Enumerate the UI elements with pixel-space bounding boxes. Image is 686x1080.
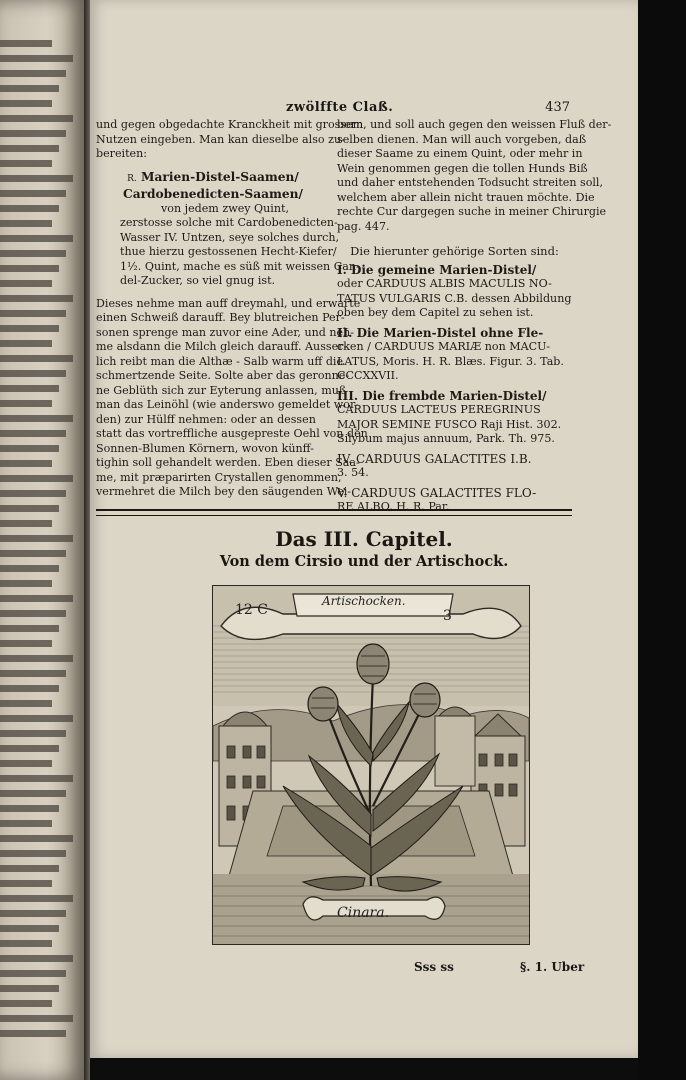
facing-page-text-stroke: [0, 670, 66, 677]
artichoke-engraving: [212, 585, 530, 945]
entry-line: III. Die frembde Marien-Distel/: [337, 388, 547, 403]
text-line: tighin soll gehandelt werden. Eben dieser Saa-: [96, 456, 360, 469]
facing-page-text-stroke: [0, 820, 52, 827]
facing-page-text-stroke: [0, 100, 52, 107]
text-line: bern, und soll auch gegen den weissen Fluß der-: [337, 118, 612, 131]
facing-page-text-stroke: [0, 265, 59, 272]
chapter-subtitle: Von dem Cirsio und der Artischock.: [219, 553, 509, 570]
sorts-heading: Die hierunter gehörige Sorten sind:: [350, 244, 559, 258]
engraving-illustration: [213, 586, 529, 944]
text-line: vermehret die Milch bey den säugenden Wei-: [96, 485, 352, 498]
background-edge: [638, 0, 686, 1080]
entry-line: IV. CARDUUS GALACTITES I.B.: [337, 451, 532, 466]
page-header: [90, 100, 638, 120]
page-number: 437: [545, 100, 570, 115]
species-entry: [337, 452, 572, 481]
entry-line: V. CARDUUS GALACTITES FLO-: [337, 485, 537, 500]
facing-page-text-stroke: [0, 730, 66, 737]
facing-page-text-stroke: [0, 445, 59, 452]
facing-page-text-stroke: [0, 280, 52, 287]
facing-page-text-stroke: [0, 1000, 52, 1007]
entry-line: 3. 54.: [337, 466, 369, 479]
facing-page-text-stroke: [0, 565, 59, 572]
text-line: ne Geblüth sich zur Eyterung anlassen, muß: [96, 383, 347, 397]
text-line: man das Leinöhl (wie anderswo gemeldet wor-: [96, 398, 360, 411]
text-line: den) zur Hülff nehmen: oder an dessen: [96, 412, 316, 426]
species-entry: [337, 326, 572, 384]
text-line: me, mit præparirten Crystallen genommen,: [96, 470, 342, 484]
plate-number-right: 3: [443, 608, 452, 624]
facing-page-text-stroke: [0, 1015, 73, 1022]
right-column: [337, 118, 612, 520]
facing-page-text-stroke: [0, 790, 66, 797]
facing-page-text-stroke: [0, 85, 59, 92]
entry-line: Silybum majus annuum, Park. Th. 975.: [337, 432, 555, 445]
facing-page-edge: [0, 0, 84, 1080]
catchword: §. 1. Uber: [520, 960, 585, 974]
facing-page-text-stroke: [0, 535, 73, 542]
facing-page-text-stroke: [0, 55, 73, 62]
text-line: dieser Saame zu einem Quint, oder mehr in: [337, 147, 583, 160]
facing-page-text-stroke: [0, 910, 66, 917]
facing-page-text-stroke: [0, 190, 66, 197]
facing-page-text-stroke: [0, 220, 52, 227]
facing-page-text-stroke: [0, 250, 66, 257]
facing-page-text-stroke: [0, 160, 52, 167]
text-line: von jedem zwey Quint,: [161, 201, 289, 215]
text-line: pag. 447.: [337, 219, 390, 233]
facing-page-text-stroke: [0, 970, 66, 977]
book-page: [90, 0, 638, 1058]
text-line: sonen sprenge man zuvor eine Ader, und neh-: [96, 325, 355, 339]
facing-page-text-stroke: [0, 610, 66, 617]
facing-page-text-stroke: [0, 130, 66, 137]
facing-page-text-stroke: [0, 760, 52, 767]
entry-line: oben bey dem Capitel zu sehen ist.: [337, 306, 534, 319]
signature-mark: Sss ss: [414, 960, 454, 974]
facing-page-text-stroke: [0, 640, 52, 647]
facing-page-text-stroke: [0, 205, 59, 212]
facing-page-text-stroke: [0, 850, 66, 857]
entry-line: I. Die gemeine Marien-Distel/: [337, 262, 537, 277]
facing-page-text-stroke: [0, 880, 52, 887]
facing-page-text-stroke: [0, 745, 59, 752]
text-line: Sonnen-Blumen Körnern, wovon künff-: [96, 441, 314, 455]
facing-page-text-stroke: [0, 685, 59, 692]
text-line: rechte Cur dargegen suche in meiner Chirurgie: [337, 205, 607, 218]
species-entry: [337, 263, 572, 321]
facing-page-text-stroke: [0, 520, 52, 527]
facing-page-text-stroke: [0, 505, 59, 512]
text-line: einen Schweiß darauff. Bey blutreichen Per-: [96, 311, 345, 324]
recipe-body: [96, 201, 360, 289]
entry-line: MAJOR SEMINE FUSCO Raji Hist. 302.: [337, 417, 562, 431]
facing-page-text-stroke: [0, 355, 73, 362]
text-line: Nutzen eingeben. Man kan dieselbe also zu-: [96, 132, 345, 146]
facing-page-text-stroke: [0, 400, 52, 407]
facing-page-text-stroke: [0, 295, 73, 302]
text-line: und daher entstehenden Todsucht streiten soll,: [337, 176, 604, 189]
facing-page-text-stroke: [0, 655, 73, 662]
recipe-title: [96, 170, 330, 202]
facing-page-text-stroke: [0, 775, 73, 782]
facing-page-text-stroke: [0, 415, 73, 422]
text-line: me alsdann die Milch gleich darauff. Ausser-: [96, 340, 348, 353]
facing-page-text-stroke: [0, 40, 52, 47]
intro-paragraph: [96, 118, 364, 162]
plate-number-left: 12 C: [235, 602, 268, 618]
facing-page-text-stroke: [0, 430, 66, 437]
species-entry: [337, 389, 572, 447]
text-line: lich reibt man die Althæ - Salb warm uff die: [96, 354, 344, 368]
text-line: del-Zucker, so viel gnug ist.: [120, 274, 276, 287]
plate-bottom-label: Cinara.: [337, 905, 390, 921]
recipe-title-line: Marien-Distel-Saamen/: [141, 169, 299, 184]
text-line: Dieses nehme man auff dreymahl, und erwarte: [96, 296, 361, 310]
facing-page-text-stroke: [0, 325, 59, 332]
body-paragraph: [337, 118, 612, 234]
facing-page-text-stroke: [0, 700, 52, 707]
recipe-number: R.: [127, 173, 137, 184]
text-line: Wein genommen gegen die tollen Hunds Biß: [337, 161, 588, 175]
entry-line: oder CARDUUS ALBIS MACULIS NO-: [337, 277, 552, 290]
facing-page-text-stroke: [0, 235, 73, 242]
entry-line: RE ALBO, H. R. Par.: [337, 500, 450, 513]
entry-line: II. Die Marien-Distel ohne Fle-: [337, 325, 544, 340]
facing-page-text-stroke: [0, 940, 52, 947]
entry-line: cken / CARDUUS MARIÆ non MACU-: [337, 340, 551, 353]
facing-page-text-stroke: [0, 310, 66, 317]
text-line: schmertzende Seite. Solte aber das geronne-: [96, 369, 350, 382]
facing-page-text-stroke: [0, 580, 52, 587]
text-line: und gegen obgedachte Kranckheit mit grossem: [96, 118, 364, 131]
facing-page-text-stroke: [0, 625, 59, 632]
text-line: bereiten:: [96, 147, 147, 160]
facing-page-text-stroke: [0, 550, 66, 557]
facing-page-text-stroke: [0, 340, 52, 347]
recipe-title-line: Cardobenedicten-Saamen/: [123, 186, 303, 201]
text-line: 1½. Quint, mache es süß mit weissen Can-: [120, 259, 360, 273]
entry-line: TATUS VULGARIS C.B. dessen Abbildung: [337, 291, 572, 305]
entry-line: CCCXXVII.: [337, 369, 399, 382]
facing-page-text-stroke: [0, 865, 59, 872]
text-line: thue hierzu gestossenen Hecht-Kiefer/: [120, 245, 337, 258]
facing-page-text-stroke: [0, 715, 73, 722]
chapter-title: Das III. Capitel.: [275, 527, 453, 551]
running-head: zwölffte Claß.: [286, 100, 394, 115]
text-line: zerstosse solche mit Cardobenedicten-: [120, 216, 338, 229]
entry-line: LATUS, Moris. H. R. Blæs. Figur. 3. Tab.: [337, 354, 564, 368]
facing-page-text-stroke: [0, 385, 59, 392]
text-line: statt das vortreffliche ausgepreste Oehl von den: [96, 427, 368, 440]
facing-page-text-stroke: [0, 145, 59, 152]
facing-page-text-stroke: [0, 595, 73, 602]
facing-page-text-stroke: [0, 805, 59, 812]
facing-page-text-stroke: [0, 370, 66, 377]
facing-page-text-stroke: [0, 70, 66, 77]
facing-page-text-stroke: [0, 955, 73, 962]
facing-page-text-stroke: [0, 925, 59, 932]
facing-page-text-stroke: [0, 115, 73, 122]
facing-page-text-stroke: [0, 490, 66, 497]
facing-page-text-stroke: [0, 460, 52, 467]
text-line: selben dienen. Man will auch vorgeben, daß: [337, 132, 587, 146]
facing-page-text-stroke: [0, 985, 59, 992]
facing-page-text-stroke: [0, 835, 73, 842]
facing-page-text-stroke: [0, 475, 73, 482]
plate-banner-label: Artischocken.: [322, 594, 406, 608]
text-line: welchem aber allein nicht trauen möchte. Die: [337, 190, 595, 204]
section-divider: [96, 509, 572, 516]
text-line: Wasser IV. Untzen, seye solches durch,: [120, 230, 340, 244]
facing-page-text-stroke: [0, 175, 73, 182]
facing-page-text-stroke: [0, 1030, 66, 1037]
entry-line: CARDUUS LACTEUS PEREGRINUS: [337, 403, 541, 416]
facing-page-text-stroke: [0, 895, 73, 902]
